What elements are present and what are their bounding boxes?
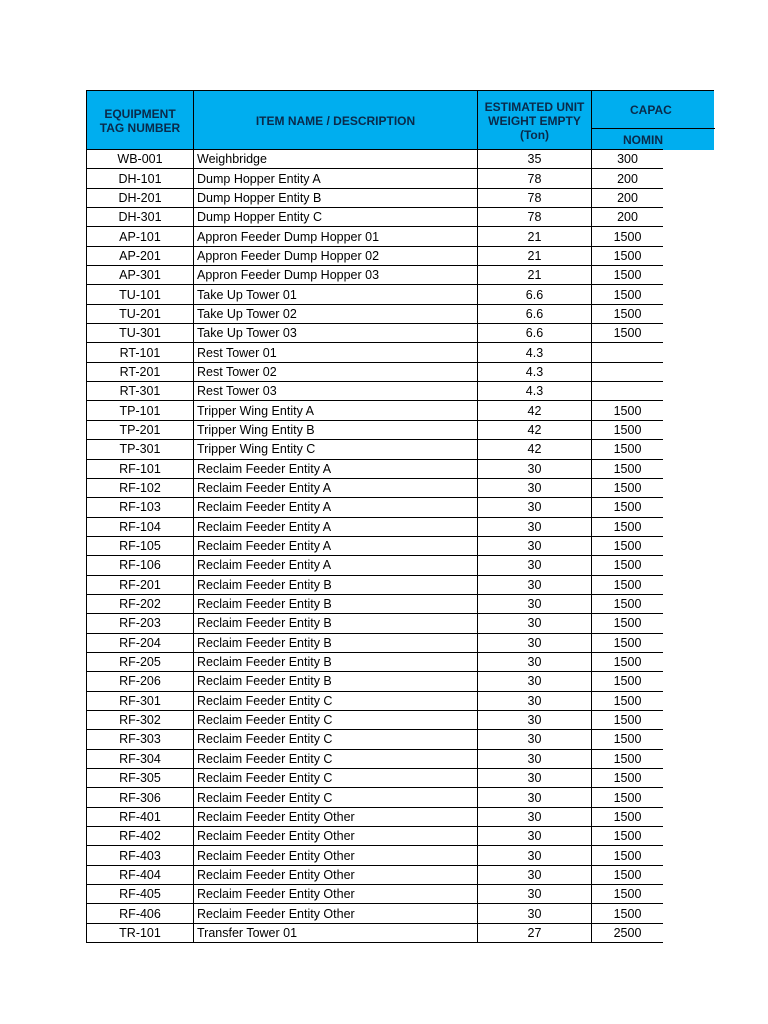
cell-equipment-tag[interactable]: RF-405 bbox=[87, 885, 194, 903]
cell-estimated-weight[interactable]: 30 bbox=[478, 750, 592, 768]
cell-nominal-capacity[interactable]: 1500 bbox=[613, 422, 642, 437]
cell-item-description[interactable]: Dump Hopper Entity B bbox=[194, 189, 478, 207]
table-row[interactable] bbox=[87, 460, 663, 479]
cell-estimated-weight[interactable]: 30 bbox=[478, 460, 592, 478]
cell-item-description[interactable]: Take Up Tower 03 bbox=[194, 324, 478, 342]
cell-estimated-weight[interactable]: 30 bbox=[478, 556, 592, 574]
cell-item-description[interactable]: Reclaim Feeder Entity Other bbox=[194, 827, 478, 845]
cell-estimated-weight[interactable]: 30 bbox=[478, 479, 592, 497]
cell-estimated-weight[interactable]: 78 bbox=[478, 189, 592, 207]
cell-nominal-capacity[interactable]: 1500 bbox=[613, 693, 642, 708]
cell-equipment-tag[interactable]: RF-104 bbox=[87, 518, 194, 536]
cell-nominal-capacity[interactable]: 200 bbox=[617, 190, 638, 205]
cell-nominal-capacity[interactable]: 1500 bbox=[613, 287, 642, 302]
cell-estimated-weight[interactable]: 4.3 bbox=[478, 363, 592, 381]
cell-item-description[interactable]: Reclaim Feeder Entity B bbox=[194, 653, 478, 671]
header-divider bbox=[87, 149, 663, 150]
cell-item-description[interactable]: Appron Feeder Dump Hopper 03 bbox=[194, 266, 478, 284]
cell-estimated-weight[interactable]: 30 bbox=[478, 769, 592, 787]
cell-nominal-capacity[interactable]: 1500 bbox=[613, 442, 642, 457]
cell-estimated-weight[interactable]: 6.6 bbox=[478, 305, 592, 323]
cell-item-description[interactable]: Dump Hopper Entity C bbox=[194, 208, 478, 226]
cell-item-description[interactable]: Take Up Tower 01 bbox=[194, 285, 478, 303]
cell-equipment-tag[interactable]: RT-301 bbox=[87, 382, 194, 400]
cell-nominal-capacity[interactable]: 1500 bbox=[613, 887, 642, 902]
cell-nominal-capacity[interactable]: 1500 bbox=[613, 751, 642, 766]
cell-equipment-tag[interactable]: RT-101 bbox=[87, 343, 194, 361]
table-row[interactable] bbox=[87, 363, 663, 382]
cell-nominal-capacity[interactable]: 1500 bbox=[613, 616, 642, 631]
cell-equipment-tag[interactable]: RF-204 bbox=[87, 634, 194, 652]
cell-estimated-weight[interactable]: 30 bbox=[478, 904, 592, 922]
cell-nominal-capacity[interactable] bbox=[592, 343, 663, 361]
table-row[interactable] bbox=[87, 692, 663, 711]
cell-equipment-tag[interactable]: RF-106 bbox=[87, 556, 194, 574]
cell-item-description[interactable]: Reclaim Feeder Entity C bbox=[194, 769, 478, 787]
table-row[interactable] bbox=[87, 305, 663, 324]
cell-item-description[interactable]: Reclaim Feeder Entity B bbox=[194, 576, 478, 594]
cell-equipment-tag[interactable]: TU-101 bbox=[87, 285, 194, 303]
table-row[interactable] bbox=[87, 208, 663, 227]
table-row[interactable] bbox=[87, 924, 663, 943]
cell-nominal-capacity[interactable]: 1500 bbox=[613, 713, 642, 728]
cell-equipment-tag[interactable]: TR-101 bbox=[87, 924, 194, 942]
cell-nominal-capacity[interactable]: 200 bbox=[617, 210, 638, 225]
table-row[interactable] bbox=[87, 324, 663, 343]
cell-item-description[interactable]: Reclaim Feeder Entity Other bbox=[194, 866, 478, 884]
table-row[interactable] bbox=[87, 595, 663, 614]
cell-equipment-tag[interactable]: RF-303 bbox=[87, 730, 194, 748]
cell-estimated-weight[interactable]: 30 bbox=[478, 730, 592, 748]
cell-item-description[interactable]: Reclaim Feeder Entity Other bbox=[194, 885, 478, 903]
table-row[interactable] bbox=[87, 866, 663, 885]
cell-estimated-weight[interactable]: 30 bbox=[478, 672, 592, 690]
cell-estimated-weight[interactable]: 35 bbox=[478, 150, 592, 168]
cell-estimated-weight[interactable]: 30 bbox=[478, 866, 592, 884]
cell-equipment-tag[interactable]: RF-301 bbox=[87, 692, 194, 710]
cell-nominal-capacity[interactable]: 1500 bbox=[613, 403, 642, 418]
cell-equipment-tag[interactable]: TP-101 bbox=[87, 401, 194, 419]
cell-nominal-capacity[interactable]: 1500 bbox=[613, 829, 642, 844]
cell-item-description[interactable]: Tripper Wing Entity C bbox=[194, 440, 478, 458]
cell-estimated-weight[interactable]: 30 bbox=[478, 537, 592, 555]
table-row[interactable] bbox=[87, 614, 663, 633]
table-row[interactable] bbox=[87, 247, 663, 266]
cell-item-description[interactable]: Tripper Wing Entity B bbox=[194, 421, 478, 439]
cell-nominal-capacity[interactable]: 2500 bbox=[613, 925, 642, 940]
table-row[interactable] bbox=[87, 189, 663, 208]
table-row[interactable] bbox=[87, 846, 663, 865]
cell-estimated-weight[interactable]: 30 bbox=[478, 827, 592, 845]
cell-nominal-capacity[interactable]: 1500 bbox=[613, 500, 642, 515]
header-capacity[interactable]: CAPAC bbox=[592, 91, 715, 129]
cell-item-description[interactable]: Reclaim Feeder Entity C bbox=[194, 730, 478, 748]
cell-equipment-tag[interactable]: AP-101 bbox=[87, 227, 194, 245]
cell-equipment-tag[interactable]: RF-205 bbox=[87, 653, 194, 671]
table-row[interactable] bbox=[87, 730, 663, 749]
cell-nominal-capacity[interactable]: 300 bbox=[617, 152, 638, 167]
cell-item-description[interactable]: Reclaim Feeder Entity C bbox=[194, 750, 478, 768]
table-row[interactable] bbox=[87, 479, 663, 498]
cell-estimated-weight[interactable]: 21 bbox=[478, 227, 592, 245]
table-row[interactable] bbox=[87, 227, 663, 246]
cell-estimated-weight[interactable]: 78 bbox=[478, 169, 592, 187]
cell-nominal-capacity[interactable]: 200 bbox=[617, 171, 638, 186]
cell-item-description[interactable]: Reclaim Feeder Entity Other bbox=[194, 904, 478, 922]
cell-estimated-weight[interactable]: 21 bbox=[478, 266, 592, 284]
table-row[interactable] bbox=[87, 266, 663, 285]
table-row[interactable] bbox=[87, 498, 663, 517]
cell-estimated-weight[interactable]: 30 bbox=[478, 498, 592, 516]
header-equipment-tag[interactable]: EQUIPMENT TAG NUMBER bbox=[87, 91, 194, 150]
cell-equipment-tag[interactable]: RF-402 bbox=[87, 827, 194, 845]
cell-estimated-weight[interactable]: 30 bbox=[478, 846, 592, 864]
table-row[interactable] bbox=[87, 576, 663, 595]
cell-equipment-tag[interactable]: TP-201 bbox=[87, 421, 194, 439]
cell-item-description[interactable]: Reclaim Feeder Entity B bbox=[194, 672, 478, 690]
cell-estimated-weight[interactable]: 30 bbox=[478, 653, 592, 671]
cell-nominal-capacity[interactable] bbox=[592, 382, 663, 400]
cell-item-description[interactable]: Reclaim Feeder Entity A bbox=[194, 479, 478, 497]
cell-nominal-capacity[interactable]: 1500 bbox=[613, 229, 642, 244]
table-row[interactable] bbox=[87, 343, 663, 362]
cell-item-description[interactable]: Reclaim Feeder Entity A bbox=[194, 537, 478, 555]
cell-nominal-capacity[interactable]: 1500 bbox=[613, 248, 642, 263]
table-row[interactable] bbox=[87, 885, 663, 904]
cell-estimated-weight[interactable]: 42 bbox=[478, 421, 592, 439]
table-row[interactable] bbox=[87, 169, 663, 188]
cell-equipment-tag[interactable]: TU-301 bbox=[87, 324, 194, 342]
cell-nominal-capacity[interactable]: 1500 bbox=[613, 481, 642, 496]
table-row[interactable] bbox=[87, 769, 663, 788]
cell-nominal-capacity[interactable]: 1500 bbox=[613, 577, 642, 592]
cell-item-description[interactable]: Appron Feeder Dump Hopper 01 bbox=[194, 227, 478, 245]
cell-item-description[interactable]: Reclaim Feeder Entity A bbox=[194, 498, 478, 516]
table-row[interactable] bbox=[87, 904, 663, 923]
cell-estimated-weight[interactable]: 4.3 bbox=[478, 343, 592, 361]
cell-equipment-tag[interactable]: DH-101 bbox=[87, 169, 194, 187]
cell-nominal-capacity[interactable]: 1500 bbox=[613, 306, 642, 321]
table-row[interactable] bbox=[87, 556, 663, 575]
table-body bbox=[86, 150, 663, 943]
cell-nominal-capacity[interactable]: 1500 bbox=[613, 655, 642, 670]
cell-nominal-capacity[interactable]: 1500 bbox=[613, 848, 642, 863]
header-nominal[interactable]: NOMIN bbox=[623, 133, 663, 147]
cell-estimated-weight[interactable]: 30 bbox=[478, 885, 592, 903]
cell-equipment-tag[interactable]: RF-201 bbox=[87, 576, 194, 594]
cell-item-description[interactable]: Reclaim Feeder Entity Other bbox=[194, 808, 478, 826]
table-row[interactable] bbox=[87, 150, 663, 169]
cell-estimated-weight[interactable]: 21 bbox=[478, 247, 592, 265]
cell-estimated-weight[interactable]: 6.6 bbox=[478, 285, 592, 303]
cell-equipment-tag[interactable]: AP-201 bbox=[87, 247, 194, 265]
cell-nominal-capacity[interactable]: 1500 bbox=[613, 771, 642, 786]
table-row[interactable] bbox=[87, 285, 663, 304]
cell-estimated-weight[interactable]: 42 bbox=[478, 440, 592, 458]
cell-estimated-weight[interactable]: 30 bbox=[478, 518, 592, 536]
cell-equipment-tag[interactable]: RF-403 bbox=[87, 846, 194, 864]
cell-equipment-tag[interactable]: AP-301 bbox=[87, 266, 194, 284]
cell-estimated-weight[interactable]: 30 bbox=[478, 595, 592, 613]
cell-estimated-weight[interactable]: 30 bbox=[478, 808, 592, 826]
cell-equipment-tag[interactable]: WB-001 bbox=[87, 150, 194, 168]
cell-nominal-capacity[interactable]: 1500 bbox=[613, 519, 642, 534]
cell-equipment-tag[interactable]: RF-306 bbox=[87, 788, 194, 806]
cell-item-description[interactable]: Rest Tower 03 bbox=[194, 382, 478, 400]
cell-item-description[interactable]: Reclaim Feeder Entity A bbox=[194, 518, 478, 536]
cell-item-description[interactable]: Reclaim Feeder Entity B bbox=[194, 595, 478, 613]
cell-equipment-tag[interactable]: RF-304 bbox=[87, 750, 194, 768]
cell-item-description[interactable]: Reclaim Feeder Entity C bbox=[194, 788, 478, 806]
table-row[interactable] bbox=[87, 808, 663, 827]
cell-nominal-capacity[interactable]: 1500 bbox=[613, 732, 642, 747]
cell-item-description[interactable]: Reclaim Feeder Entity A bbox=[194, 556, 478, 574]
cell-equipment-tag[interactable]: DH-301 bbox=[87, 208, 194, 226]
cell-estimated-weight[interactable]: 30 bbox=[478, 634, 592, 652]
cell-item-description[interactable]: Rest Tower 01 bbox=[194, 343, 478, 361]
cell-nominal-capacity[interactable] bbox=[592, 363, 663, 381]
cell-item-description[interactable]: Reclaim Feeder Entity B bbox=[194, 614, 478, 632]
cell-nominal-capacity[interactable]: 1500 bbox=[613, 539, 642, 554]
table-row[interactable] bbox=[87, 750, 663, 769]
cell-equipment-tag[interactable]: RF-302 bbox=[87, 711, 194, 729]
cell-equipment-tag[interactable]: RF-203 bbox=[87, 614, 194, 632]
cell-estimated-weight[interactable]: 30 bbox=[478, 614, 592, 632]
cell-nominal-capacity[interactable]: 1500 bbox=[613, 268, 642, 283]
table-row[interactable] bbox=[87, 672, 663, 691]
cell-estimated-weight[interactable]: 4.3 bbox=[478, 382, 592, 400]
cell-estimated-weight[interactable]: 30 bbox=[478, 692, 592, 710]
table-row[interactable] bbox=[87, 711, 663, 730]
table-row[interactable] bbox=[87, 421, 663, 440]
cell-nominal-capacity[interactable]: 1500 bbox=[613, 597, 642, 612]
cell-equipment-tag[interactable]: RF-105 bbox=[87, 537, 194, 555]
cell-estimated-weight[interactable]: 30 bbox=[478, 711, 592, 729]
cell-item-description[interactable]: Reclaim Feeder Entity Other bbox=[194, 846, 478, 864]
cell-equipment-tag[interactable]: RF-206 bbox=[87, 672, 194, 690]
table-row[interactable] bbox=[87, 518, 663, 537]
cell-nominal-capacity[interactable]: 1500 bbox=[613, 635, 642, 650]
table-row[interactable] bbox=[87, 653, 663, 672]
cell-equipment-tag[interactable]: RF-102 bbox=[87, 479, 194, 497]
header-estimated-weight[interactable]: ESTIMATED UNIT WEIGHT EMPTY (Ton) bbox=[478, 91, 592, 150]
cell-estimated-weight[interactable]: 6.6 bbox=[478, 324, 592, 342]
cell-nominal-capacity[interactable]: 1500 bbox=[613, 867, 642, 882]
cell-estimated-weight[interactable]: 78 bbox=[478, 208, 592, 226]
cell-item-description[interactable]: Take Up Tower 02 bbox=[194, 305, 478, 323]
table-row[interactable] bbox=[87, 382, 663, 401]
table-row[interactable] bbox=[87, 788, 663, 807]
table-row[interactable] bbox=[87, 537, 663, 556]
cell-nominal-capacity[interactable]: 1500 bbox=[613, 790, 642, 805]
cell-item-description[interactable]: Reclaim Feeder Entity A bbox=[194, 460, 478, 478]
cell-estimated-weight[interactable]: 42 bbox=[478, 401, 592, 419]
table-row[interactable] bbox=[87, 634, 663, 653]
cell-estimated-weight[interactable]: 30 bbox=[478, 576, 592, 594]
table-row[interactable] bbox=[87, 401, 663, 420]
cell-equipment-tag[interactable]: RF-202 bbox=[87, 595, 194, 613]
cell-equipment-tag[interactable]: DH-201 bbox=[87, 189, 194, 207]
header-item-description[interactable]: ITEM NAME / DESCRIPTION bbox=[194, 91, 478, 150]
cell-nominal-capacity[interactable]: 1500 bbox=[613, 809, 642, 824]
cell-equipment-tag[interactable]: TP-301 bbox=[87, 440, 194, 458]
cell-equipment-tag[interactable]: RF-103 bbox=[87, 498, 194, 516]
cell-equipment-tag[interactable]: RF-101 bbox=[87, 460, 194, 478]
cell-estimated-weight[interactable]: 27 bbox=[478, 924, 592, 942]
table-header bbox=[86, 90, 714, 150]
cell-item-description[interactable]: Appron Feeder Dump Hopper 02 bbox=[194, 247, 478, 265]
cell-equipment-tag[interactable]: RF-305 bbox=[87, 769, 194, 787]
cell-item-description[interactable]: Rest Tower 02 bbox=[194, 363, 478, 381]
cell-equipment-tag[interactable]: TU-201 bbox=[87, 305, 194, 323]
equipment-table bbox=[86, 90, 714, 943]
cell-nominal-capacity[interactable]: 1500 bbox=[613, 326, 642, 341]
cell-equipment-tag[interactable]: RT-201 bbox=[87, 363, 194, 381]
cell-nominal-capacity[interactable]: 1500 bbox=[613, 558, 642, 573]
cell-equipment-tag[interactable]: RF-401 bbox=[87, 808, 194, 826]
table-row[interactable] bbox=[87, 440, 663, 459]
cell-item-description[interactable]: Weighbridge bbox=[194, 150, 478, 168]
cell-item-description[interactable]: Reclaim Feeder Entity C bbox=[194, 692, 478, 710]
cell-nominal-capacity[interactable]: 1500 bbox=[613, 461, 642, 476]
cell-item-description[interactable]: Reclaim Feeder Entity C bbox=[194, 711, 478, 729]
cell-equipment-tag[interactable]: RF-406 bbox=[87, 904, 194, 922]
cell-item-description[interactable]: Tripper Wing Entity A bbox=[194, 401, 478, 419]
cell-item-description[interactable]: Reclaim Feeder Entity B bbox=[194, 634, 478, 652]
cell-estimated-weight[interactable]: 30 bbox=[478, 788, 592, 806]
cell-equipment-tag[interactable]: RF-404 bbox=[87, 866, 194, 884]
cell-item-description[interactable]: Transfer Tower 01 bbox=[194, 924, 478, 942]
cell-item-description[interactable]: Dump Hopper Entity A bbox=[194, 169, 478, 187]
cell-nominal-capacity[interactable]: 1500 bbox=[613, 674, 642, 689]
cell-nominal-capacity[interactable]: 1500 bbox=[613, 906, 642, 921]
table-row[interactable] bbox=[87, 827, 663, 846]
